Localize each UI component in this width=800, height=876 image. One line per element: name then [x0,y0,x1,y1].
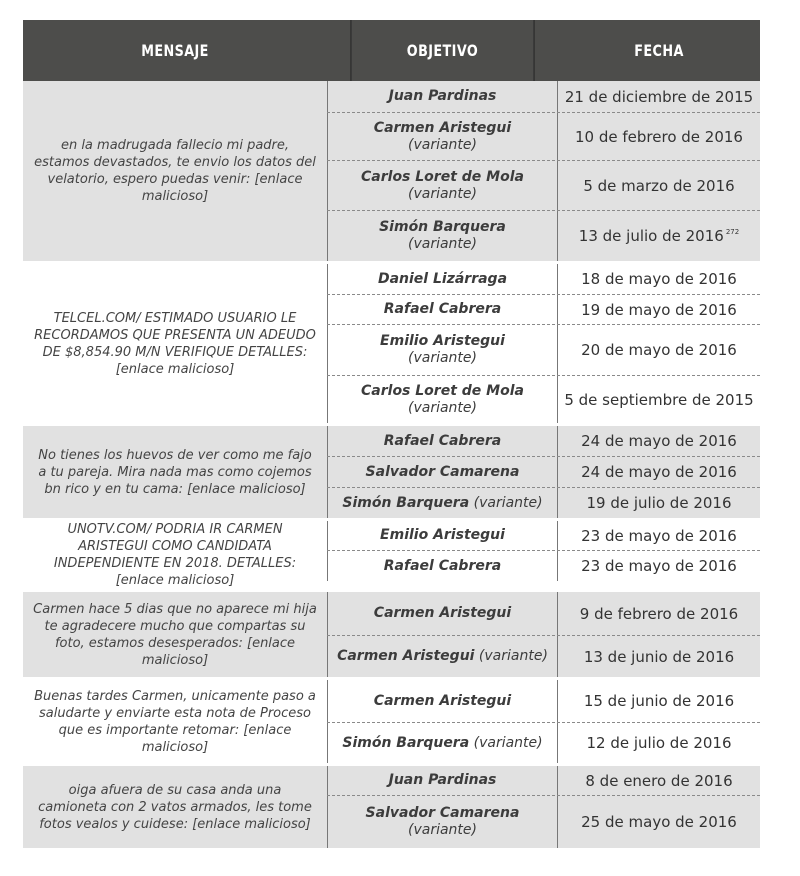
variant-label: (variante) [408,350,477,366]
date-cell [558,521,760,550]
variant-label: (variante) [408,822,477,838]
target-name: Emilio Aristegui [380,527,505,543]
table-row [327,376,760,423]
variant-label: (variante) [473,734,543,751]
table-row [327,426,760,457]
message-group [23,592,760,677]
target-cell [327,680,558,722]
variant-label: (variante) [408,185,477,202]
message-text: oiga afuera de su casa anda una camioneta con 2 vatos armados, les tome fotos vealos y cuidese: [enlace malicioso] [38,782,312,832]
date-text: 18 de mayo de 2016 [581,270,737,288]
target-name: Simón Barquera [342,494,470,511]
target-name: Carmen Aristegui [373,605,512,621]
target-cell [327,426,558,456]
table-row [327,680,760,723]
message-text: en la madrugada fallecio mi padre, estamos devastados, te envio los datos del velatorio, espero puedas venir: [enlace malicioso] [34,138,316,204]
date-text: 19 de julio de 2016 [586,494,732,512]
target-name: Juan Pardinas [388,772,497,788]
message-group [23,521,760,589]
table-row [327,592,760,636]
date-text: 20 de mayo de 2016 [581,341,737,359]
target-cell [327,161,558,210]
header-fecha: FECHA [634,41,684,60]
target-cell [327,113,558,160]
table-row [327,521,760,551]
target-cell [327,521,558,550]
message-text: TELCEL.COM/ ESTIMADO USUARIO LE RECORDAMOS QUE PRESENTA UN ADEUDO DE $8,854.90 M/N VERIFIQUE DETALLES: [enlace malicioso] [34,310,316,377]
attacks-table [23,20,760,848]
target-name: Juan Pardinas [388,88,497,104]
footnote-ref: 272 [725,228,740,236]
table-row [327,295,760,325]
date-cell [558,161,760,210]
table-row [327,161,760,211]
target-name: Rafael Cabrera [383,301,502,317]
target-name: Salvador Camarena [365,463,520,480]
target-cell [327,592,558,635]
target-cell [327,551,558,581]
target-cell [327,766,558,795]
table-row [327,636,760,677]
table-body [23,81,760,848]
date-text: 19 de mayo de 2016 [581,300,737,319]
date-cell [558,680,760,722]
target-name: Emilio Aristegui [380,333,505,349]
table-row [327,766,760,796]
table-row [327,211,760,261]
variant-label: (variante) [473,494,543,511]
message-text: Buenas tardes Carmen, unicamente paso a saludarte y enviarte esta nota de Proceso que es importante retomar: [enlace malicioso] [34,688,316,755]
target-cell [327,295,558,324]
date-text: 10 de febrero de 2016 [575,127,743,146]
target-cell [327,211,558,261]
date-cell [558,325,760,375]
target-name: Simón Barquera [379,219,506,235]
target-name: Rafael Cabrera [383,432,502,449]
target-name: Carlos Loret de Mola [361,168,524,185]
table-row [327,325,760,376]
variant-label: (variante) [408,399,477,416]
date-text: 25 de mayo de 2016 [581,813,737,831]
target-cell [327,264,558,294]
message-text: Carmen hace 5 dias que no aparece mi hija te agradecere mucho que compartas su foto, estamos desesperados: [enlace malicioso] [33,601,317,668]
header-mensaje: MENSAJE [141,41,209,60]
message-text: UNOTV.COM/ PODRIA IR CARMEN ARISTEGUI COMO CANDIDATA INDEPENDIENTE EN 2018. DETALLES: [enlace malicioso] [53,522,297,588]
variant-label: (variante) [408,236,477,252]
target-name: Carmen Aristegui [373,692,512,709]
message-group [23,680,760,763]
date-text: 15 de junio de 2016 [583,692,735,710]
variant-label: (variante) [408,136,477,153]
header-objetivo: OBJETIVO [350,20,535,81]
target-cell [327,376,558,423]
table-row [327,113,760,161]
date-text: 24 de mayo de 2016 [581,432,737,450]
table-row [327,81,760,113]
date-text: 23 de mayo de 2016 [581,557,737,575]
date-cell [558,488,760,518]
table-row [327,264,760,295]
variant-label: (variante) [478,648,548,664]
target-name: Simón Barquera [342,734,470,751]
target-name: Salvador Camarena [365,805,520,821]
date-text: 23 de mayo de 2016 [581,526,737,545]
target-cell [327,796,558,848]
date-cell [558,766,760,795]
target-cell [327,723,558,763]
table-row [327,457,760,488]
date-cell [558,426,760,456]
date-text: 5 de marzo de 2016 [583,176,735,195]
target-cell [327,457,558,487]
table-header [23,20,760,81]
date-cell [558,592,760,635]
date-text: 8 de enero de 2016 [585,771,733,790]
date-cell [558,295,760,324]
table-row [327,551,760,581]
message-text: No tienes los huevos de ver como me fajo a tu pareja. Mira nada mas como cojemos bn rico y en tu cama: [enlace malicioso] [38,447,312,497]
date-cell [558,551,760,581]
target-name: Carmen Aristegui [337,648,475,664]
date-cell [558,796,760,848]
target-cell [327,636,558,677]
date-cell [558,264,760,294]
date-cell [558,636,760,677]
target-name: Rafael Cabrera [383,557,502,574]
date-cell [558,113,760,160]
date-cell [558,723,760,763]
message-group [23,426,760,518]
date-text: 21 de diciembre de 2015 [564,87,754,106]
date-cell [558,81,760,112]
date-text: 13 de julio de 2016 [578,227,724,245]
date-cell [558,457,760,487]
date-text: 5 de septiembre de 2015 [564,390,754,409]
date-cell [558,211,760,261]
table-row [327,488,760,518]
target-name: Daniel Lizárraga [377,270,508,287]
date-text: 24 de mayo de 2016 [581,463,737,481]
message-group [23,81,760,261]
message-group [23,264,760,423]
target-name: Carmen Aristegui [373,119,512,136]
table-row [327,723,760,763]
target-cell [327,488,558,518]
date-cell [558,376,760,423]
date-text: 13 de junio de 2016 [583,647,735,666]
message-group [23,766,760,848]
table-row [327,796,760,848]
target-name: Carlos Loret de Mola [361,382,524,399]
date-text: 12 de julio de 2016 [586,734,732,752]
target-cell [327,81,558,112]
target-cell [327,325,558,375]
date-text: 9 de febrero de 2016 [579,604,739,623]
